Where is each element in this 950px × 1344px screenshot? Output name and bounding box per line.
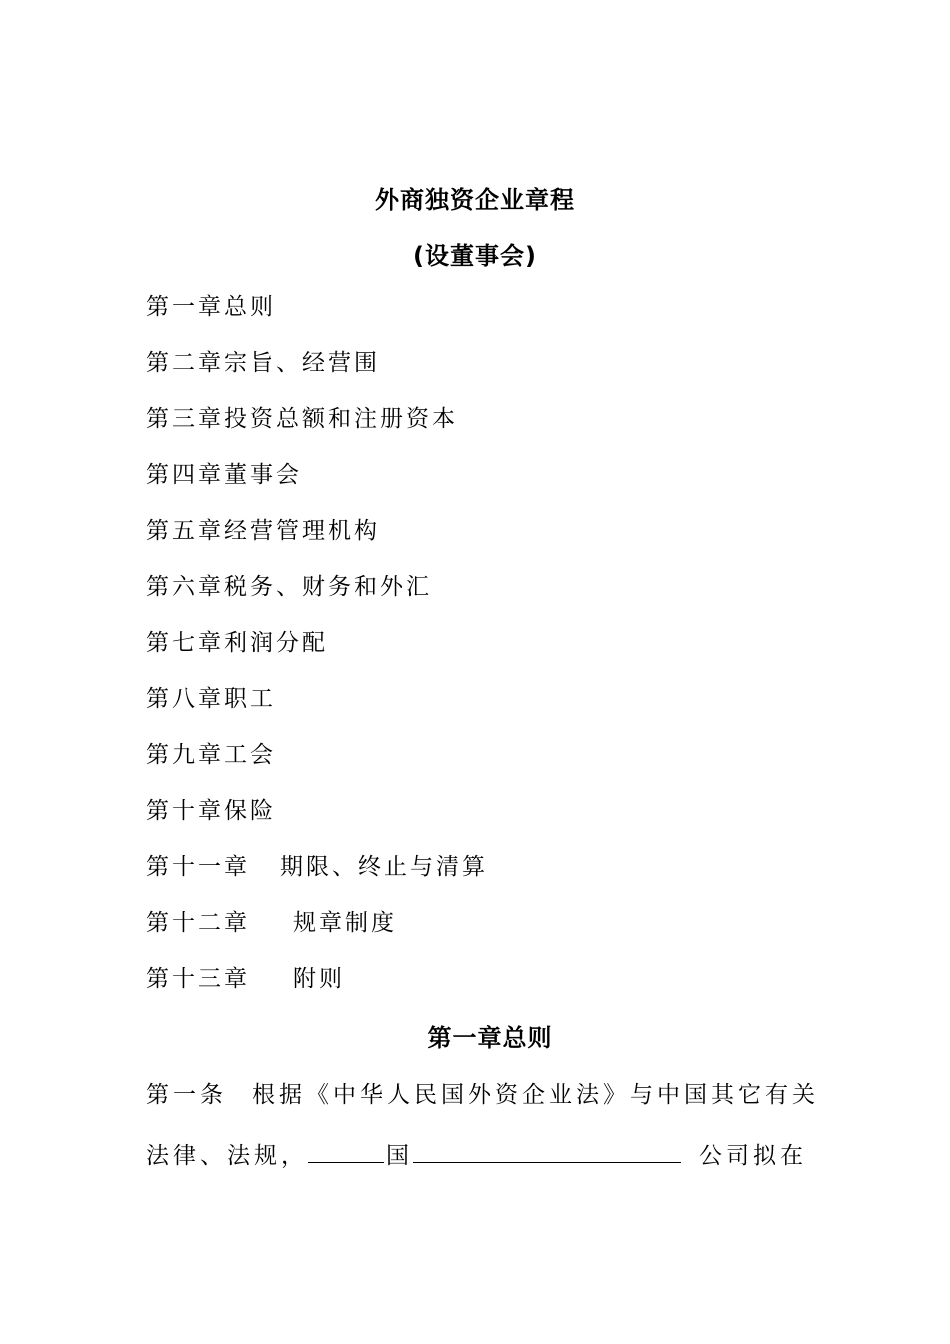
fill-in-blank <box>308 1136 384 1163</box>
toc-chapter-name: 投资总额和注册资本 <box>224 406 458 432</box>
toc-chapter-number: 第十章 <box>146 798 224 824</box>
article-text: 公司拟在 <box>699 1143 807 1169</box>
fill-in-blank <box>413 1136 681 1163</box>
toc-chapter-number: 第六章 <box>146 574 224 600</box>
document-title: 外商独资企业章程 <box>375 186 575 214</box>
article-line <box>146 1076 819 1109</box>
toc-item <box>146 458 488 514</box>
toc-item <box>146 906 488 962</box>
toc-chapter-name: 经营管理机构 <box>224 518 380 544</box>
toc-chapter-name: 董事会 <box>224 462 302 488</box>
toc-item <box>146 962 488 1018</box>
toc-chapter-number: 第九章 <box>146 742 224 768</box>
article-text: 根据《中华人民国外资企业法》与中国其它有关 <box>252 1082 819 1108</box>
toc-item <box>146 794 488 850</box>
article-text: 国 <box>386 1143 413 1169</box>
toc-chapter-number: 第四章 <box>146 462 224 488</box>
toc-chapter-number: 第十二章 <box>146 910 250 936</box>
toc-item <box>146 290 488 346</box>
article-line <box>146 1136 807 1170</box>
toc-chapter-number: 第十三章 <box>146 966 250 992</box>
toc-chapter-name: 利润分配 <box>224 630 328 656</box>
toc-chapter-number: 第二章 <box>146 350 224 376</box>
toc-item <box>146 346 488 402</box>
toc-item <box>146 626 488 682</box>
article-number: 第一条 <box>146 1082 227 1108</box>
toc-item <box>146 402 488 458</box>
toc-chapter-name: 期限、终止与清算 <box>280 854 488 880</box>
toc-chapter-name: 附则 <box>293 966 345 992</box>
toc-item <box>146 570 488 626</box>
toc-chapter-number: 第五章 <box>146 518 224 544</box>
toc-item <box>146 850 488 906</box>
toc-chapter-number: 第七章 <box>146 630 224 656</box>
toc-chapter-name: 工会 <box>224 742 276 768</box>
toc-chapter-name: 宗旨、经营围 <box>224 350 380 376</box>
article-text: 法律、法规， <box>146 1143 308 1169</box>
chapter-heading: 第一章总则 <box>427 1024 553 1052</box>
toc-chapter-name: 税务、财务和外汇 <box>224 574 432 600</box>
toc-chapter-number: 第十一章 <box>146 854 250 880</box>
toc-chapter-name: 保险 <box>224 798 276 824</box>
toc-chapter-number: 第一章 <box>146 294 224 320</box>
toc-chapter-number: 第三章 <box>146 406 224 432</box>
toc-chapter-name: 职工 <box>224 686 276 712</box>
table-of-contents <box>146 290 488 1018</box>
toc-chapter-number: 第八章 <box>146 686 224 712</box>
toc-chapter-name: 总则 <box>224 294 276 320</box>
toc-item <box>146 738 488 794</box>
document-subtitle: (设董事会) <box>413 242 537 270</box>
toc-item <box>146 682 488 738</box>
toc-item <box>146 514 488 570</box>
toc-chapter-name: 规章制度 <box>293 910 397 936</box>
